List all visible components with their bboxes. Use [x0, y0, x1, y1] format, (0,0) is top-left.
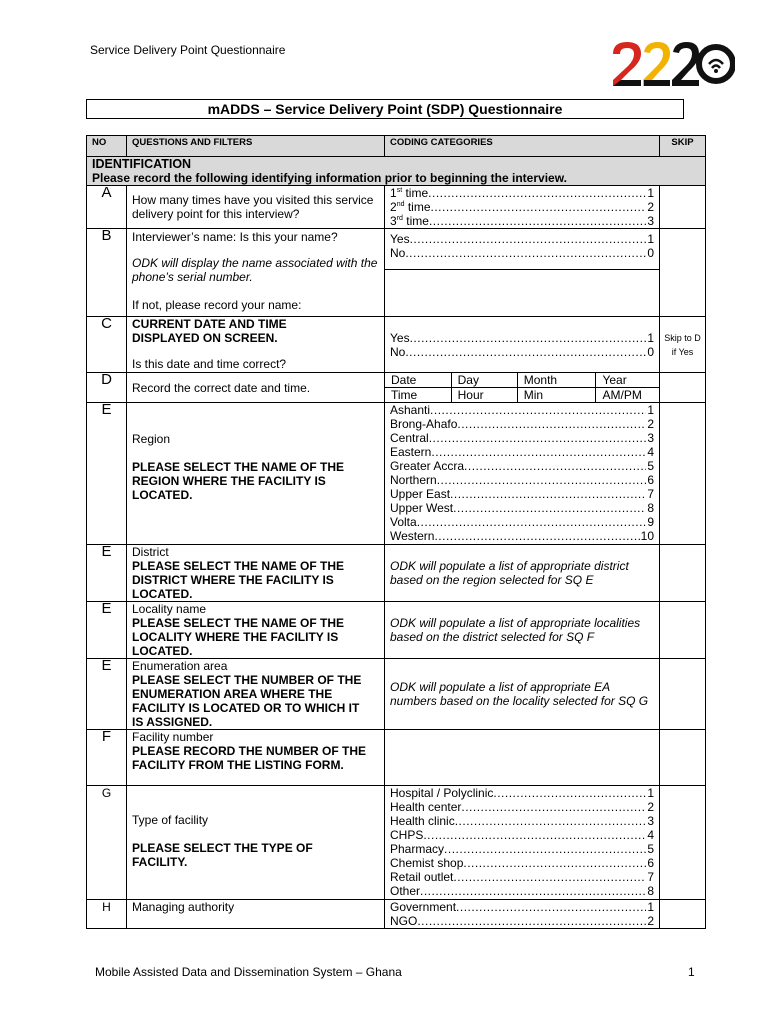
- running-header: Service Delivery Point Questionnaire: [90, 43, 286, 57]
- question-instruction: PLEASE SELECT THE NAME OF THE REGION WHERE THE FACILITY IS LOCATED.: [132, 460, 345, 502]
- question-no: G: [87, 786, 127, 900]
- ampm-field[interactable]: AM/PM: [596, 388, 659, 403]
- questionnaire-table: [86, 135, 706, 929]
- question-row-f: [87, 730, 706, 786]
- question-no: E: [87, 545, 127, 602]
- code-note: ODK will populate a list of appropriate EA numbers based on the locality selected for SQ G: [390, 680, 649, 708]
- question-text: Is this date and time correct?: [132, 357, 287, 371]
- code-option[interactable]: Northern ..... 6: [390, 473, 654, 487]
- code-option[interactable]: Eastern ..... 4: [390, 445, 654, 459]
- question-text: Locality name: [132, 602, 207, 616]
- question-text: CURRENT DATE AND TIME DISPLAYED ON SCREEN.: [132, 317, 287, 345]
- code-option[interactable]: 3rd time ..... 3: [390, 214, 654, 228]
- code-note: ODK will populate a list of appropriate localities based on the district selected for SQ F: [390, 616, 641, 644]
- code-option[interactable]: Retail outlet ..... 7: [390, 870, 654, 884]
- code-option[interactable]: Government ..... 1: [390, 900, 654, 914]
- question-text: Record the correct date and time.: [132, 380, 311, 395]
- question-instruction: PLEASE SELECT THE NAME OF THE LOCALITY WHERE THE FACILITY IS LOCATED.: [132, 616, 345, 658]
- code-option[interactable]: Yes ..... 1: [390, 232, 654, 246]
- code-option[interactable]: Hospital / Polyclinic ..... 1: [390, 786, 654, 800]
- code-option[interactable]: No ..... 0: [390, 246, 654, 260]
- question-row-c: [87, 317, 706, 373]
- hour-field[interactable]: Hour: [451, 388, 517, 403]
- name-entry-field[interactable]: [385, 270, 659, 316]
- question-row-g: [87, 786, 706, 900]
- question-text: Managing authority: [132, 900, 235, 914]
- fp2020-logo: [610, 40, 735, 88]
- code-option[interactable]: Upper West ..... 8: [390, 501, 654, 515]
- question-text: If not, please record your name:: [132, 298, 302, 312]
- time-field[interactable]: Time: [385, 388, 451, 403]
- question-instruction: ODK will display the name associated with the phone’s serial number.: [132, 256, 378, 284]
- question-row-e-region: [87, 403, 706, 545]
- question-instruction: PLEASE SELECT THE NUMBER OF THE ENUMERATION AREA WHERE THE FACILITY IS LOCATED OR TO WHICH IT IS ASSIGNED.: [132, 673, 362, 729]
- code-option[interactable]: NGO ..... 2: [390, 914, 654, 928]
- question-row-h: [87, 900, 706, 929]
- code-option[interactable]: Yes ..... 1: [390, 331, 654, 345]
- question-no: B: [87, 229, 127, 317]
- code-option[interactable]: Chemist shop ..... 6: [390, 856, 654, 870]
- code-option[interactable]: Upper East ..... 7: [390, 487, 654, 501]
- code-option[interactable]: Western ..... 10: [390, 529, 654, 543]
- question-text: Facility number: [132, 730, 214, 744]
- month-field[interactable]: Month: [517, 373, 596, 388]
- code-option[interactable]: Other ..... 8: [390, 884, 654, 898]
- date-time-grid: [385, 373, 659, 402]
- facility-number-field[interactable]: [385, 730, 660, 786]
- day-field[interactable]: Day: [451, 373, 517, 388]
- date-field[interactable]: Date: [385, 373, 451, 388]
- section-title: IDENTIFICATION: [92, 157, 192, 171]
- question-no: H: [87, 900, 127, 929]
- col-header-questions: QUESTIONS AND FILTERS: [127, 136, 385, 157]
- code-option[interactable]: Ashanti ..... 1: [390, 403, 654, 417]
- question-instruction: PLEASE RECORD THE NUMBER OF THE FACILITY FROM THE LISTING FORM.: [132, 744, 367, 772]
- question-text: Enumeration area: [132, 659, 228, 673]
- code-option[interactable]: Greater Accra ..... 5: [390, 459, 654, 473]
- min-field[interactable]: Min: [517, 388, 596, 403]
- question-row-e-ea: [87, 659, 706, 730]
- footer-text: Mobile Assisted Data and Dissemination System – Ghana: [95, 965, 402, 979]
- question-instruction: PLEASE SELECT THE TYPE OF FACILITY.: [132, 841, 313, 869]
- question-no: E: [87, 659, 127, 730]
- code-option[interactable]: Health center ..... 2: [390, 800, 654, 814]
- question-text: Region: [132, 432, 171, 446]
- question-no: A: [87, 186, 127, 229]
- question-no: C: [87, 317, 127, 373]
- skip-instruction: Skip to D if Yes: [660, 317, 706, 373]
- question-text: How many times have you visited this service delivery point for this interview?: [132, 193, 374, 221]
- question-no: F: [87, 730, 127, 786]
- code-option[interactable]: Pharmacy ..... 5: [390, 842, 654, 856]
- question-row-d: [87, 373, 706, 403]
- code-option[interactable]: CHPS ..... 4: [390, 828, 654, 842]
- question-no: E: [87, 602, 127, 659]
- code-option[interactable]: Health clinic ..... 3: [390, 814, 654, 828]
- code-option[interactable]: 1st time ..... 1: [390, 186, 654, 200]
- section-instruction: Please record the following identifying information prior to beginning the interview.: [92, 171, 567, 185]
- question-text: District: [132, 545, 169, 559]
- question-row-a: [87, 186, 706, 229]
- code-option[interactable]: 2nd time ..... 2: [390, 200, 654, 214]
- question-row-e-district: [87, 545, 706, 602]
- col-header-skip: SKIP: [660, 136, 706, 157]
- col-header-no: NO: [87, 136, 127, 157]
- page-number: 1: [688, 965, 695, 979]
- question-no: D: [87, 373, 127, 403]
- form-title: mADDS – Service Delivery Point (SDP) Questionnaire: [86, 99, 684, 119]
- year-field[interactable]: Year: [596, 373, 659, 388]
- code-option[interactable]: No ..... 0: [390, 345, 654, 359]
- code-option[interactable]: Volta ..... 9: [390, 515, 654, 529]
- question-no: E: [87, 403, 127, 545]
- section-header-row: [87, 157, 706, 186]
- question-instruction: PLEASE SELECT THE NAME OF THE DISTRICT WHERE THE FACILITY IS LOCATED.: [132, 559, 345, 601]
- col-header-coding: CODING CATEGORIES: [385, 136, 660, 157]
- question-text: Type of facility: [132, 813, 209, 827]
- question-row-e-locality: [87, 602, 706, 659]
- code-option[interactable]: Brong-Ahafo ..... 2: [390, 417, 654, 431]
- table-header-row: [87, 136, 706, 157]
- code-note: ODK will populate a list of appropriate district based on the region selected for SQ E: [390, 559, 629, 587]
- code-option[interactable]: Central ..... 3: [390, 431, 654, 445]
- question-row-b: [87, 229, 706, 317]
- question-text: Interviewer’s name: Is this your name?: [132, 230, 338, 244]
